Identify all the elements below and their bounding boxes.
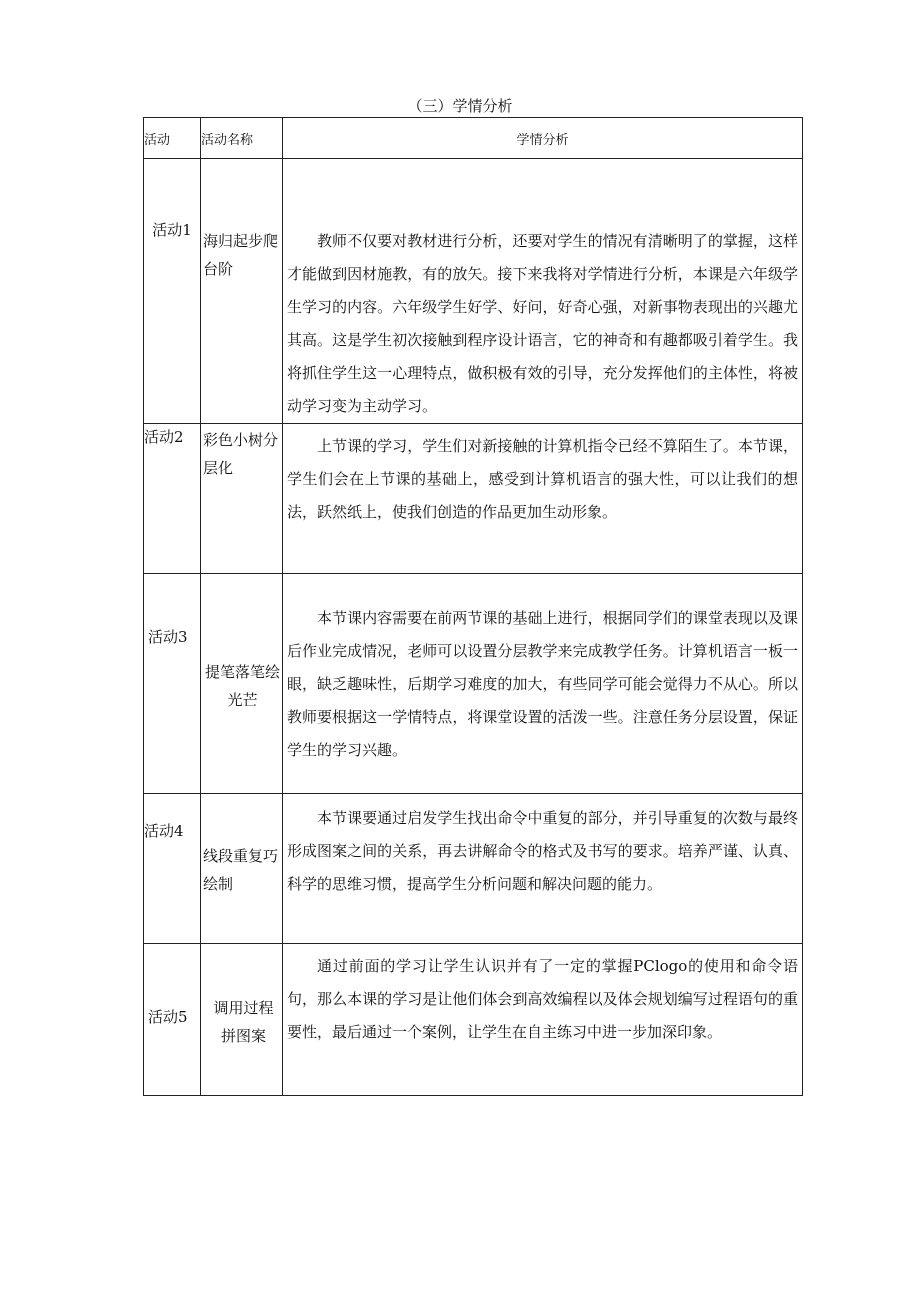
header-activity: 活动 — [144, 118, 201, 159]
analysis-text: 本节课要通过启发学生找出命令中重复的部分，并引导重复的次数与最终形成图案之间的关系，再去讲解命令的格式及书写的要求。培养严谨、认真、科学的思维习惯，提高学生分析问题和解决问题的能力。 — [287, 809, 798, 893]
activity-cell — [144, 159, 201, 424]
activity-name-cell — [201, 944, 283, 1096]
activity-cell — [144, 424, 201, 574]
activity-name-cell — [201, 794, 283, 944]
analysis-cell — [283, 159, 803, 424]
section-title: （三）学情分析 — [407, 97, 513, 115]
activity-name: 海归起步爬台阶 — [203, 232, 279, 278]
analysis-text: 教师不仅要对教材进行分析，还要对学生的情况有清晰明了的掌握，这样才能做到因材施教，有的放矢。接下来我将对学情进行分析，本课是六年级学生学习的内容。六年级学生好学、好问，好奇心强，对新事物表现出的兴趣尤其高。这是学生初次接触到程序设计语言，它的神奇和有趣都吸引着学生。我将抓住学生这一心理特点，做积极有效的引导，充分发挥他们的主体性，将被动学习变为主动学习。 — [287, 232, 798, 415]
activity-label: 活动3 — [148, 628, 188, 646]
activity-name-cell — [201, 424, 283, 574]
activity-name: 线段重复巧绘制 — [203, 847, 279, 893]
activity-name-cell — [201, 574, 283, 794]
activity-label: 活动2 — [144, 428, 184, 446]
table-row — [144, 424, 803, 574]
table-row — [144, 574, 803, 794]
analysis-cell — [283, 944, 803, 1096]
table-row — [144, 944, 803, 1096]
analysis-text: 本节课内容需要在前两节课的基础上进行，根据同学们的课堂表现以及课后作业完成情况，老师可以设置分层教学来完成教学任务。计算机语言一板一眼，缺乏趣味性，后期学习难度的加大，有些同学可能会觉得力不从心。所以教师要根据这一学情特点，将课堂设置的活泼一些。注意任务分层设置，保证学生的学习兴趣。 — [287, 609, 798, 759]
activity-name-cell — [201, 159, 283, 424]
activity-label: 活动4 — [144, 822, 184, 840]
activity-cell — [144, 794, 201, 944]
activity-name: 彩色小树分层化 — [203, 431, 279, 477]
activity-name: 提笔落笔绘光芒 — [205, 663, 281, 709]
analysis-cell — [283, 424, 803, 574]
table-row — [144, 159, 803, 424]
table-row — [144, 794, 803, 944]
activity-label: 活动5 — [148, 1008, 188, 1026]
analysis-text: 通过前面的学习让学生认识并有了一定的掌握PClogo的使用和命令语句，那么本课的学习是让他们体会到高效编程以及体会规划编写过程语句的重要性，最后通过一个案例，让学生在自主练习中进一步加深印象。 — [287, 957, 798, 1041]
analysis-cell — [283, 574, 803, 794]
header-analysis: 学情分析 — [283, 118, 803, 159]
header-activity-name: 活动名称 — [201, 118, 283, 159]
activity-cell — [144, 944, 201, 1096]
analysis-cell — [283, 794, 803, 944]
table-header-row — [144, 118, 803, 159]
analysis-text: 上节课的学习，学生们对新接触的计算机指令已经不算陌生了。本节课，学生们会在上节课的基础上，感受到计算机语言的强大性，可以让我们的想法，跃然纸上，使我们创造的作品更加生动形象。 — [287, 437, 798, 521]
activity-label: 活动1 — [152, 221, 192, 239]
activity-cell — [144, 574, 201, 794]
analysis-table — [143, 117, 803, 1096]
activity-name: 调用过程拼图案 — [213, 999, 274, 1045]
